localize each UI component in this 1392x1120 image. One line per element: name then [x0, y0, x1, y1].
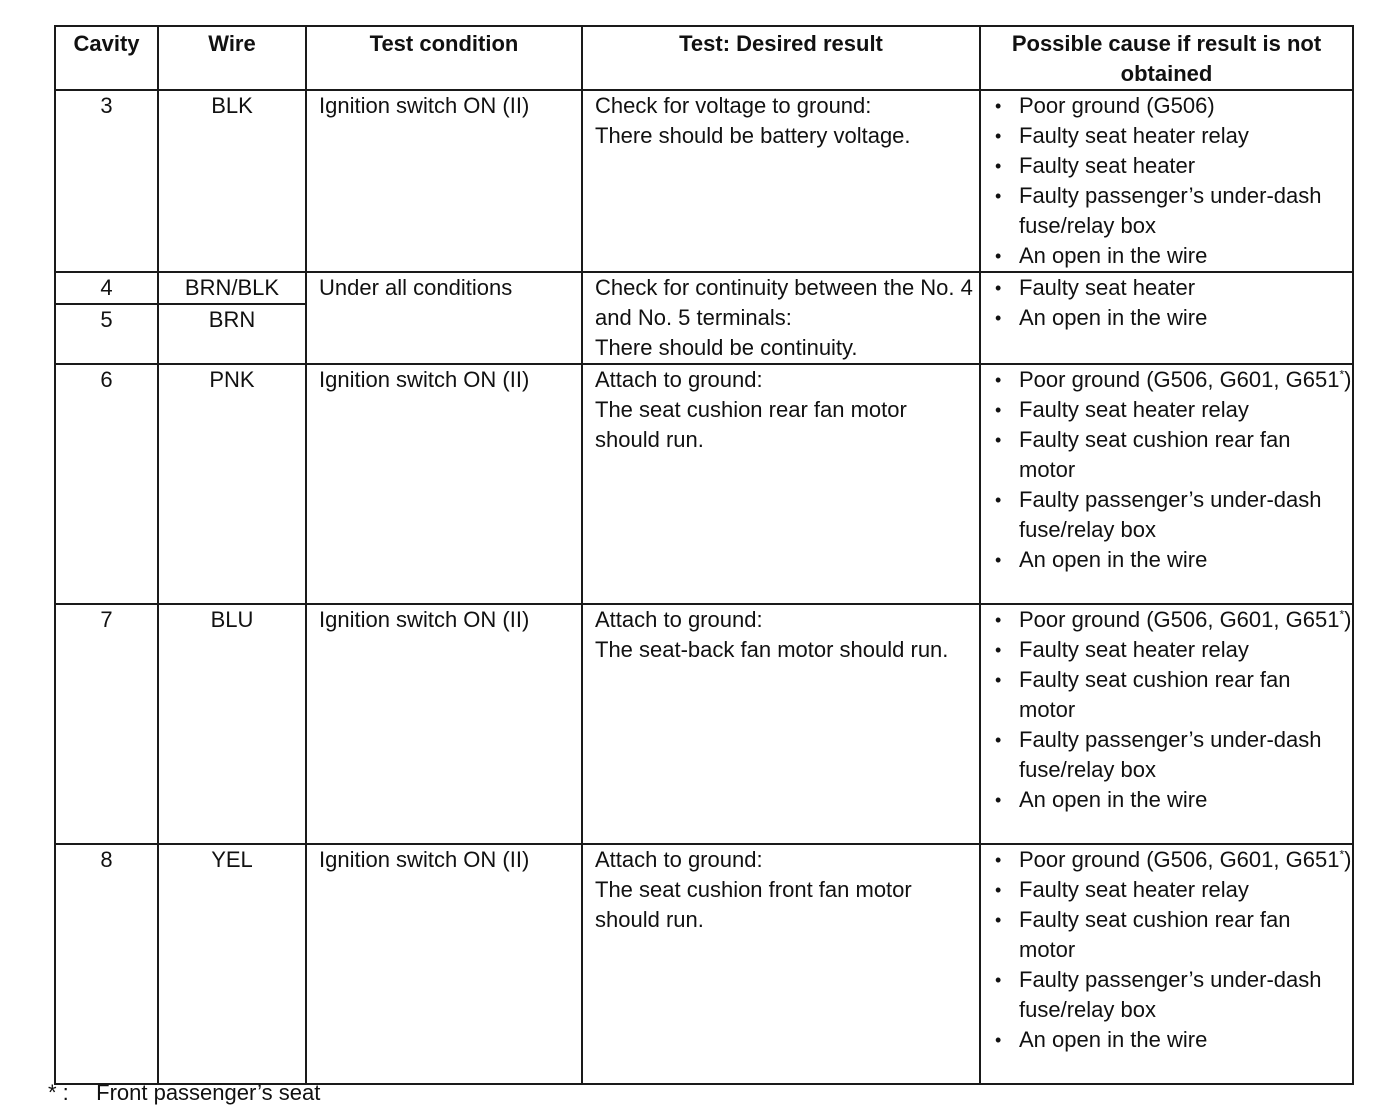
asterisk: *	[1339, 367, 1345, 382]
cause-item: • Faulty seat heater	[995, 273, 1352, 303]
close-paren: )	[1344, 847, 1352, 872]
cause-item	[995, 605, 1352, 635]
wire-cell: YEL	[158, 844, 306, 1084]
table-row	[55, 604, 1353, 844]
footnote	[48, 1078, 320, 1108]
cause-item: • Faulty seat cushion rear fan motor	[995, 425, 1352, 485]
cause-item: • Faulty seat cushion rear fan motor	[995, 905, 1352, 965]
close-paren: )	[1344, 607, 1352, 632]
wire-cell: BLK	[158, 90, 306, 272]
cause-item: • Faulty passenger’s under-dash fuse/relay box	[995, 485, 1352, 545]
result-line: The seat-back fan motor should run.	[595, 637, 949, 662]
wire-cell: BRN	[158, 304, 306, 364]
condition-cell: Under all conditions	[306, 272, 582, 364]
footnote-mark: * :	[48, 1080, 69, 1105]
cause-item: • An open in the wire	[995, 241, 1352, 271]
cause-item: • An open in the wire	[995, 545, 1352, 575]
condition-cell: Ignition switch ON (II)	[306, 844, 582, 1084]
condition-cell: Ignition switch ON (II)	[306, 604, 582, 844]
cavity-cell: 6	[55, 364, 158, 604]
cause-cell	[980, 364, 1353, 604]
result-line: The seat cushion front fan motor should run.	[595, 877, 912, 932]
cavity-cell: 5	[55, 304, 158, 364]
cause-item: • An open in the wire	[995, 1025, 1352, 1055]
cause-item: • Faulty seat heater relay	[995, 395, 1352, 425]
cavity-cell: 4	[55, 272, 158, 304]
result-line: The seat cushion rear fan motor should run.	[595, 397, 907, 452]
header-cavity: Cavity	[55, 26, 158, 90]
cause-cell	[980, 272, 1353, 364]
cause-item	[995, 845, 1352, 875]
cause-item: • An open in the wire	[995, 303, 1352, 333]
result-line: There should be battery voltage.	[595, 123, 911, 148]
cause-item: • Faulty seat heater relay	[995, 875, 1352, 905]
cause-item	[995, 365, 1352, 395]
result-cell	[582, 364, 980, 604]
wire-cell: PNK	[158, 364, 306, 604]
header-wire: Wire	[158, 26, 306, 90]
table-row	[55, 272, 1353, 304]
result-line: Attach to ground:	[595, 847, 763, 872]
cause-item: • An open in the wire	[995, 785, 1352, 815]
cause-item: • Faulty seat heater relay	[995, 121, 1352, 151]
cause-cell	[980, 90, 1353, 272]
result-line: There should be continuity.	[595, 335, 858, 360]
result-line: Check for continuity between the No. 4 and No. 5 terminals:	[595, 275, 973, 330]
cause-item: • Poor ground (G506)	[995, 91, 1352, 121]
close-paren: )	[1344, 367, 1352, 392]
asterisk: *	[1339, 607, 1345, 622]
asterisk: *	[1339, 847, 1345, 862]
header-desired-result: Test: Desired result	[582, 26, 980, 90]
cause-text: Poor ground (G506, G601, G651	[1019, 847, 1340, 872]
result-cell	[582, 604, 980, 844]
header-possible-cause: Possible cause if result is not obtained	[980, 26, 1353, 90]
table-row	[55, 844, 1353, 1084]
header-test-condition: Test condition	[306, 26, 582, 90]
result-line: Check for voltage to ground:	[595, 93, 872, 118]
cause-cell	[980, 604, 1353, 844]
cause-item: • Faulty seat cushion rear fan motor	[995, 665, 1352, 725]
cavity-cell: 3	[55, 90, 158, 272]
cause-item: • Faulty passenger’s under-dash fuse/relay box	[995, 965, 1352, 1025]
cause-cell	[980, 844, 1353, 1084]
wire-cell: BLU	[158, 604, 306, 844]
cause-text: Poor ground (G506, G601, G651	[1019, 607, 1340, 632]
result-cell	[582, 272, 980, 364]
cause-item: • Faulty passenger’s under-dash fuse/relay box	[995, 725, 1352, 785]
cause-item: • Faulty seat heater relay	[995, 635, 1352, 665]
condition-cell: Ignition switch ON (II)	[306, 90, 582, 272]
result-cell	[582, 844, 980, 1084]
cavity-cell: 7	[55, 604, 158, 844]
connector-test-table	[54, 25, 1354, 1085]
wire-cell: BRN/BLK	[158, 272, 306, 304]
table-row	[55, 90, 1353, 272]
footnote-text: Front passenger’s seat	[96, 1080, 321, 1105]
header-row	[55, 26, 1353, 90]
condition-cell: Ignition switch ON (II)	[306, 364, 582, 604]
cause-item: • Faulty seat heater	[995, 151, 1352, 181]
cavity-cell: 8	[55, 844, 158, 1084]
cause-text: Poor ground (G506, G601, G651	[1019, 367, 1340, 392]
table-row	[55, 364, 1353, 604]
cause-item: • Faulty passenger’s under-dash fuse/relay box	[995, 181, 1352, 241]
result-line: Attach to ground:	[595, 607, 763, 632]
result-line: Attach to ground:	[595, 367, 763, 392]
result-cell	[582, 90, 980, 272]
